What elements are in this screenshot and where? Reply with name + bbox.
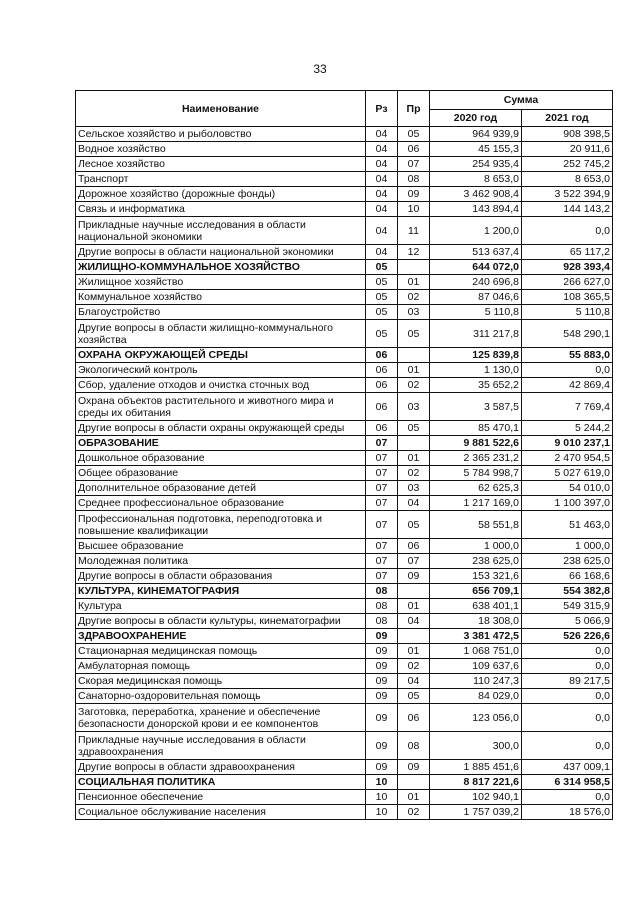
row-pr: 07: [398, 157, 430, 172]
row-name: ЖИЛИЩНО-КОММУНАЛЬНОЕ ХОЗЯЙСТВО: [76, 260, 366, 275]
row-amount-2020: 656 709,1: [430, 584, 522, 599]
row-amount-2020: 1 217 169,0: [430, 496, 522, 511]
row-amount-2021: 1 000,0: [522, 539, 613, 554]
row-name: Сбор, удаление отходов и очистка сточных вод: [76, 378, 366, 393]
header-pr: Пр: [398, 91, 430, 127]
row-name: Транспорт: [76, 172, 366, 187]
row-pr: 07: [398, 554, 430, 569]
row-amount-2021: 0,0: [522, 217, 613, 245]
table-row: [76, 127, 613, 142]
row-amount-2020: 153 321,6: [430, 569, 522, 584]
table-row: [76, 805, 613, 820]
row-rz: 09: [366, 732, 398, 760]
header-sum: Сумма: [430, 91, 613, 110]
row-pr: 03: [398, 305, 430, 320]
row-rz: 09: [366, 674, 398, 689]
row-pr: [398, 348, 430, 363]
page-number: 33: [313, 62, 327, 76]
row-amount-2020: 110 247,3: [430, 674, 522, 689]
table-row: [76, 466, 613, 481]
row-name: Другие вопросы в области национальной экономики: [76, 245, 366, 260]
row-amount-2021: 89 217,5: [522, 674, 613, 689]
row-amount-2020: 300,0: [430, 732, 522, 760]
row-rz: 07: [366, 554, 398, 569]
row-name: Общее образование: [76, 466, 366, 481]
row-amount-2021: 66 168,6: [522, 569, 613, 584]
row-rz: 08: [366, 614, 398, 629]
row-amount-2020: 644 072,0: [430, 260, 522, 275]
row-name: ЗДРАВООХРАНЕНИЕ: [76, 629, 366, 644]
table-row: [76, 305, 613, 320]
row-name: Дошкольное образование: [76, 451, 366, 466]
row-rz: 07: [366, 511, 398, 539]
row-name: Заготовка, переработка, хранение и обеспечение безопасности донорской крови и ее компонентов: [76, 704, 366, 732]
row-amount-2021: 5 244,2: [522, 421, 613, 436]
row-name: Экологический контроль: [76, 363, 366, 378]
header-name: Наименование: [76, 91, 366, 127]
row-name: Другие вопросы в области жилищно-коммунального хозяйства: [76, 320, 366, 348]
table-row: [76, 202, 613, 217]
table-row: [76, 245, 613, 260]
row-amount-2021: 548 290,1: [522, 320, 613, 348]
row-name: СОЦИАЛЬНАЯ ПОЛИТИКА: [76, 775, 366, 790]
row-amount-2020: 1 885 451,6: [430, 760, 522, 775]
row-pr: 01: [398, 451, 430, 466]
row-amount-2021: 0,0: [522, 689, 613, 704]
row-amount-2020: 35 652,2: [430, 378, 522, 393]
row-amount-2020: 125 839,8: [430, 348, 522, 363]
row-amount-2020: 3 587,5: [430, 393, 522, 421]
row-rz: 04: [366, 142, 398, 157]
row-rz: 04: [366, 157, 398, 172]
row-pr: 08: [398, 732, 430, 760]
row-name: Сельское хозяйство и рыболовство: [76, 127, 366, 142]
table-row: [76, 320, 613, 348]
table-row: [76, 172, 613, 187]
row-amount-2020: 5 784 998,7: [430, 466, 522, 481]
row-pr: 02: [398, 378, 430, 393]
row-amount-2021: 908 398,5: [522, 127, 613, 142]
row-amount-2021: 437 009,1: [522, 760, 613, 775]
row-rz: 05: [366, 305, 398, 320]
row-pr: 06: [398, 539, 430, 554]
table-row: [76, 217, 613, 245]
table-row: [76, 760, 613, 775]
table-row: [76, 790, 613, 805]
row-pr: [398, 436, 430, 451]
row-amount-2020: 9 881 522,6: [430, 436, 522, 451]
row-amount-2020: 240 696,8: [430, 275, 522, 290]
table-row: [76, 569, 613, 584]
row-amount-2021: 65 117,2: [522, 245, 613, 260]
table-row: [76, 689, 613, 704]
table-row: [76, 732, 613, 760]
row-pr: 01: [398, 363, 430, 378]
row-pr: [398, 775, 430, 790]
row-amount-2021: 6 314 958,5: [522, 775, 613, 790]
row-rz: 10: [366, 805, 398, 820]
row-rz: 06: [366, 393, 398, 421]
row-pr: [398, 260, 430, 275]
table-row: [76, 554, 613, 569]
row-amount-2020: 1 068 751,0: [430, 644, 522, 659]
table-row: [76, 599, 613, 614]
row-amount-2021: 54 010,0: [522, 481, 613, 496]
row-name: Связь и информатика: [76, 202, 366, 217]
row-name: КУЛЬТУРА, КИНЕМАТОГРАФИЯ: [76, 584, 366, 599]
row-name: ОБРАЗОВАНИЕ: [76, 436, 366, 451]
row-amount-2020: 3 381 472,5: [430, 629, 522, 644]
row-rz: 07: [366, 481, 398, 496]
row-pr: 09: [398, 760, 430, 775]
row-name: Амбулаторная помощь: [76, 659, 366, 674]
row-amount-2021: 554 382,8: [522, 584, 613, 599]
row-rz: 10: [366, 790, 398, 805]
row-pr: [398, 629, 430, 644]
table-row: [76, 496, 613, 511]
row-amount-2020: 513 637,4: [430, 245, 522, 260]
row-amount-2021: 549 315,9: [522, 599, 613, 614]
row-rz: 05: [366, 260, 398, 275]
row-amount-2021: 3 522 394,9: [522, 187, 613, 202]
row-rz: 05: [366, 290, 398, 305]
row-name: Дорожное хозяйство (дорожные фонды): [76, 187, 366, 202]
table-row: [76, 674, 613, 689]
row-amount-2020: 85 470,1: [430, 421, 522, 436]
row-rz: 06: [366, 421, 398, 436]
table-row: [76, 378, 613, 393]
row-amount-2020: 1 200,0: [430, 217, 522, 245]
row-amount-2020: 1 757 039,2: [430, 805, 522, 820]
table-body: [76, 127, 613, 820]
row-pr: 05: [398, 320, 430, 348]
row-amount-2020: 311 217,8: [430, 320, 522, 348]
row-rz: 08: [366, 584, 398, 599]
row-rz: 09: [366, 760, 398, 775]
row-rz: 06: [366, 378, 398, 393]
table-row: [76, 451, 613, 466]
row-amount-2021: 108 365,5: [522, 290, 613, 305]
row-amount-2021: 7 769,4: [522, 393, 613, 421]
row-amount-2021: 5 066,9: [522, 614, 613, 629]
row-name: Культура: [76, 599, 366, 614]
row-pr: 03: [398, 393, 430, 421]
row-amount-2021: 526 226,6: [522, 629, 613, 644]
row-amount-2020: 238 625,0: [430, 554, 522, 569]
row-amount-2020: 109 637,6: [430, 659, 522, 674]
table-row: [76, 142, 613, 157]
table-row: [76, 659, 613, 674]
header-rz: Рз: [366, 91, 398, 127]
row-amount-2021: 0,0: [522, 363, 613, 378]
row-rz: 05: [366, 275, 398, 290]
section-row: [76, 436, 613, 451]
table-row: [76, 393, 613, 421]
row-name: Высшее образование: [76, 539, 366, 554]
row-pr: 06: [398, 704, 430, 732]
row-amount-2021: 5 027 619,0: [522, 466, 613, 481]
section-row: [76, 584, 613, 599]
row-pr: 12: [398, 245, 430, 260]
row-amount-2021: 266 627,0: [522, 275, 613, 290]
row-name: Социальное обслуживание населения: [76, 805, 366, 820]
header-year-2020: 2020 год: [430, 110, 522, 127]
table-row: [76, 481, 613, 496]
row-name: Дополнительное образование детей: [76, 481, 366, 496]
row-amount-2020: 62 625,3: [430, 481, 522, 496]
row-amount-2020: 87 046,6: [430, 290, 522, 305]
row-amount-2020: 45 155,3: [430, 142, 522, 157]
row-amount-2020: 18 308,0: [430, 614, 522, 629]
row-rz: 06: [366, 348, 398, 363]
row-rz: 06: [366, 363, 398, 378]
row-name: Прикладные научные исследования в области здравоохранения: [76, 732, 366, 760]
row-amount-2020: 638 401,1: [430, 599, 522, 614]
row-pr: 01: [398, 790, 430, 805]
row-rz: 05: [366, 320, 398, 348]
row-name: Молодежная политика: [76, 554, 366, 569]
row-amount-2021: 0,0: [522, 790, 613, 805]
row-amount-2021: 0,0: [522, 659, 613, 674]
row-name: Санаторно-оздоровительная помощь: [76, 689, 366, 704]
section-row: [76, 629, 613, 644]
row-rz: 07: [366, 569, 398, 584]
table-header: [76, 91, 613, 127]
row-amount-2020: 2 365 231,2: [430, 451, 522, 466]
row-pr: 05: [398, 689, 430, 704]
table-row: [76, 157, 613, 172]
row-amount-2020: 5 110,8: [430, 305, 522, 320]
row-name: Другие вопросы в области здравоохранения: [76, 760, 366, 775]
row-rz: 04: [366, 187, 398, 202]
row-name: Водное хозяйство: [76, 142, 366, 157]
section-row: [76, 260, 613, 275]
row-pr: 04: [398, 674, 430, 689]
row-name: Другие вопросы в области образования: [76, 569, 366, 584]
row-amount-2020: 254 935,4: [430, 157, 522, 172]
row-amount-2021: 0,0: [522, 732, 613, 760]
row-name: Профессиональная подготовка, переподготовка и повышение квалификации: [76, 511, 366, 539]
row-pr: 09: [398, 187, 430, 202]
row-pr: 05: [398, 127, 430, 142]
row-amount-2020: 123 056,0: [430, 704, 522, 732]
row-amount-2020: 84 029,0: [430, 689, 522, 704]
row-rz: 09: [366, 689, 398, 704]
row-pr: 01: [398, 599, 430, 614]
row-name: Жилищное хозяйство: [76, 275, 366, 290]
budget-table: [75, 90, 613, 820]
row-pr: 06: [398, 142, 430, 157]
row-rz: 07: [366, 539, 398, 554]
table-row: [76, 511, 613, 539]
table-row: [76, 644, 613, 659]
row-name: Другие вопросы в области культуры, кинематографии: [76, 614, 366, 629]
row-name: Охрана объектов растительного и животного мира и среды их обитания: [76, 393, 366, 421]
row-name: Прикладные научные исследования в области национальной экономики: [76, 217, 366, 245]
row-amount-2020: 143 894,4: [430, 202, 522, 217]
row-name: Стационарная медицинская помощь: [76, 644, 366, 659]
row-pr: 08: [398, 172, 430, 187]
row-rz: 04: [366, 245, 398, 260]
row-amount-2021: 18 576,0: [522, 805, 613, 820]
row-pr: 01: [398, 644, 430, 659]
row-rz: 09: [366, 704, 398, 732]
row-rz: 07: [366, 466, 398, 481]
section-row: [76, 348, 613, 363]
row-name: ОХРАНА ОКРУЖАЮЩЕЙ СРЕДЫ: [76, 348, 366, 363]
row-rz: 09: [366, 659, 398, 674]
row-rz: 04: [366, 202, 398, 217]
row-name: Другие вопросы в области охраны окружающей среды: [76, 421, 366, 436]
row-amount-2020: 8 653,0: [430, 172, 522, 187]
row-amount-2021: 928 393,4: [522, 260, 613, 275]
row-amount-2021: 238 625,0: [522, 554, 613, 569]
table-row: [76, 539, 613, 554]
row-pr: 09: [398, 569, 430, 584]
row-amount-2021: 9 010 237,1: [522, 436, 613, 451]
row-amount-2020: 964 939,9: [430, 127, 522, 142]
row-rz: 04: [366, 127, 398, 142]
row-amount-2020: 1 000,0: [430, 539, 522, 554]
row-rz: 07: [366, 436, 398, 451]
row-amount-2021: 144 143,2: [522, 202, 613, 217]
row-amount-2021: 20 911,6: [522, 142, 613, 157]
row-amount-2020: 102 940,1: [430, 790, 522, 805]
row-amount-2020: 3 462 908,4: [430, 187, 522, 202]
row-amount-2020: 8 817 221,6: [430, 775, 522, 790]
row-rz: 09: [366, 629, 398, 644]
row-amount-2021: 51 463,0: [522, 511, 613, 539]
row-name: Коммунальное хозяйство: [76, 290, 366, 305]
table-row: [76, 363, 613, 378]
row-pr: 11: [398, 217, 430, 245]
row-pr: 02: [398, 659, 430, 674]
row-pr: 04: [398, 614, 430, 629]
row-amount-2021: 8 653,0: [522, 172, 613, 187]
header-year-2021: 2021 год: [522, 110, 613, 127]
row-pr: [398, 584, 430, 599]
row-pr: 03: [398, 481, 430, 496]
row-rz: 07: [366, 451, 398, 466]
row-amount-2021: 55 883,0: [522, 348, 613, 363]
row-name: Лесное хозяйство: [76, 157, 366, 172]
row-name: Скорая медицинская помощь: [76, 674, 366, 689]
row-name: Благоустройство: [76, 305, 366, 320]
row-amount-2020: 58 551,8: [430, 511, 522, 539]
row-rz: 10: [366, 775, 398, 790]
row-rz: 09: [366, 644, 398, 659]
row-amount-2021: 252 745,2: [522, 157, 613, 172]
row-amount-2021: 0,0: [522, 644, 613, 659]
row-amount-2021: 1 100 397,0: [522, 496, 613, 511]
row-amount-2020: 1 130,0: [430, 363, 522, 378]
table-row: [76, 187, 613, 202]
row-pr: 02: [398, 466, 430, 481]
table-row: [76, 290, 613, 305]
row-rz: 08: [366, 599, 398, 614]
row-amount-2021: 42 869,4: [522, 378, 613, 393]
table-row: [76, 614, 613, 629]
table-row: [76, 275, 613, 290]
row-amount-2021: 2 470 954,5: [522, 451, 613, 466]
row-rz: 04: [366, 172, 398, 187]
row-amount-2021: 0,0: [522, 704, 613, 732]
row-amount-2021: 5 110,8: [522, 305, 613, 320]
row-rz: 04: [366, 217, 398, 245]
row-pr: 01: [398, 275, 430, 290]
row-pr: 02: [398, 805, 430, 820]
row-rz: 07: [366, 496, 398, 511]
row-name: Пенсионное обеспечение: [76, 790, 366, 805]
row-name: Среднее профессиональное образование: [76, 496, 366, 511]
row-pr: 04: [398, 496, 430, 511]
row-pr: 10: [398, 202, 430, 217]
table-row: [76, 421, 613, 436]
row-pr: 05: [398, 421, 430, 436]
row-pr: 05: [398, 511, 430, 539]
table-row: [76, 704, 613, 732]
section-row: [76, 775, 613, 790]
row-pr: 02: [398, 290, 430, 305]
